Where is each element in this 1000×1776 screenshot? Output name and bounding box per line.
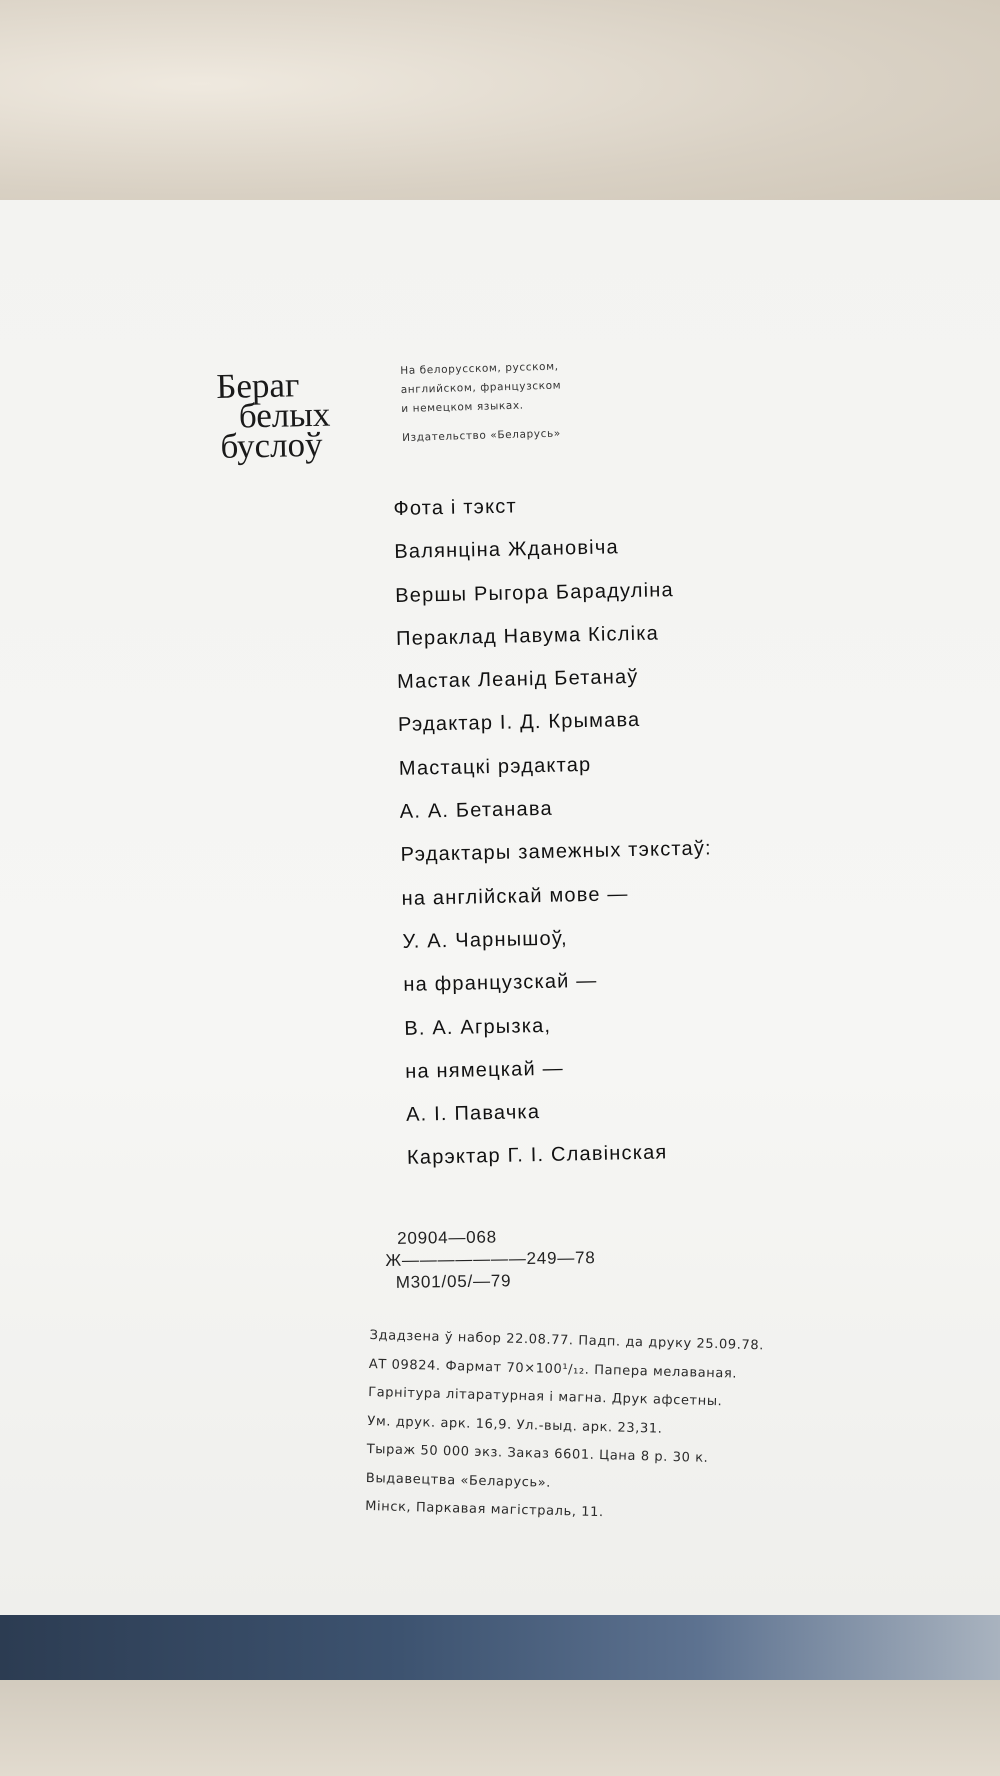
credit-line: Вершы Рыгора Барадуліна <box>395 578 675 607</box>
imprint-line: Ум. друк. арк. 16,9. Ул.-выд. арк. 23,31. <box>367 1413 663 1437</box>
credit-line: Карэктар Г. І. Славінская <box>406 1141 668 1170</box>
credit-line: Валянціна Ждановіча <box>394 536 620 564</box>
credit-line: Фота і тэкст <box>393 495 518 520</box>
catalog-codes <box>385 1224 686 1294</box>
code-line: Ж———————249—78 <box>385 1248 596 1270</box>
credit-line: Мастак Леанід Бетанаў <box>396 666 639 694</box>
imprint-line: АТ 09824. Фармат 70×100¹/₁₂. Папера мелаваная. <box>368 1356 738 1382</box>
title-line: буслоў <box>220 424 323 466</box>
credit-line: на нямецкай — <box>404 1057 565 1083</box>
book-title <box>215 365 378 466</box>
credit-line: на англійскай мове — <box>401 882 629 910</box>
imprint-line: Гарнітура літаратурная і магна. Друк афсетны. <box>367 1384 723 1410</box>
publisher-line: Издательство «Беларусь» <box>401 427 561 444</box>
imprint-block <box>365 1322 810 1533</box>
code-line: М301/05/—79 <box>395 1271 512 1292</box>
language-line: На белорусском, русском, <box>400 360 559 377</box>
imprint-line: Мінск, Паркавая магістраль, 11. <box>364 1498 604 1521</box>
book-cover-edge <box>0 1610 1000 1680</box>
language-line: английском, французском <box>400 379 562 396</box>
credit-line: В. А. Агрызка, <box>404 1014 552 1040</box>
credit-line: Пераклад Навума Кісліка <box>395 622 660 650</box>
fabric-background <box>0 0 1000 210</box>
credit-line: Рэдактар І. Д. Крымава <box>397 709 641 737</box>
language-note <box>400 356 622 448</box>
credit-line: У. А. Чарнышоў, <box>402 927 569 953</box>
imprint-line: Выдавецтва «Беларусь». <box>365 1470 552 1491</box>
credit-line: Мастацкі рэдактар <box>398 753 592 780</box>
imprint-line: Здадзена ў набор 22.08.77. Падп. да друку 25.09.78. <box>369 1327 765 1354</box>
credit-line: на французскай — <box>403 970 598 997</box>
credit-line: А. А. Бетанава <box>399 797 554 824</box>
title-line: белых <box>238 394 331 436</box>
language-line: и немецком языках. <box>401 399 524 415</box>
title-line: Бераг <box>215 365 300 406</box>
credit-line: Рэдактары замежных тэкстаў: <box>400 837 713 867</box>
imprint-line: Тыраж 50 000 экз. Заказ 6601. Цана 8 р. 30 к. <box>366 1441 709 1466</box>
credits-list <box>393 479 827 1180</box>
code-line: 20904—068 <box>397 1227 498 1248</box>
credit-line: А. І. Павачка <box>405 1101 541 1127</box>
